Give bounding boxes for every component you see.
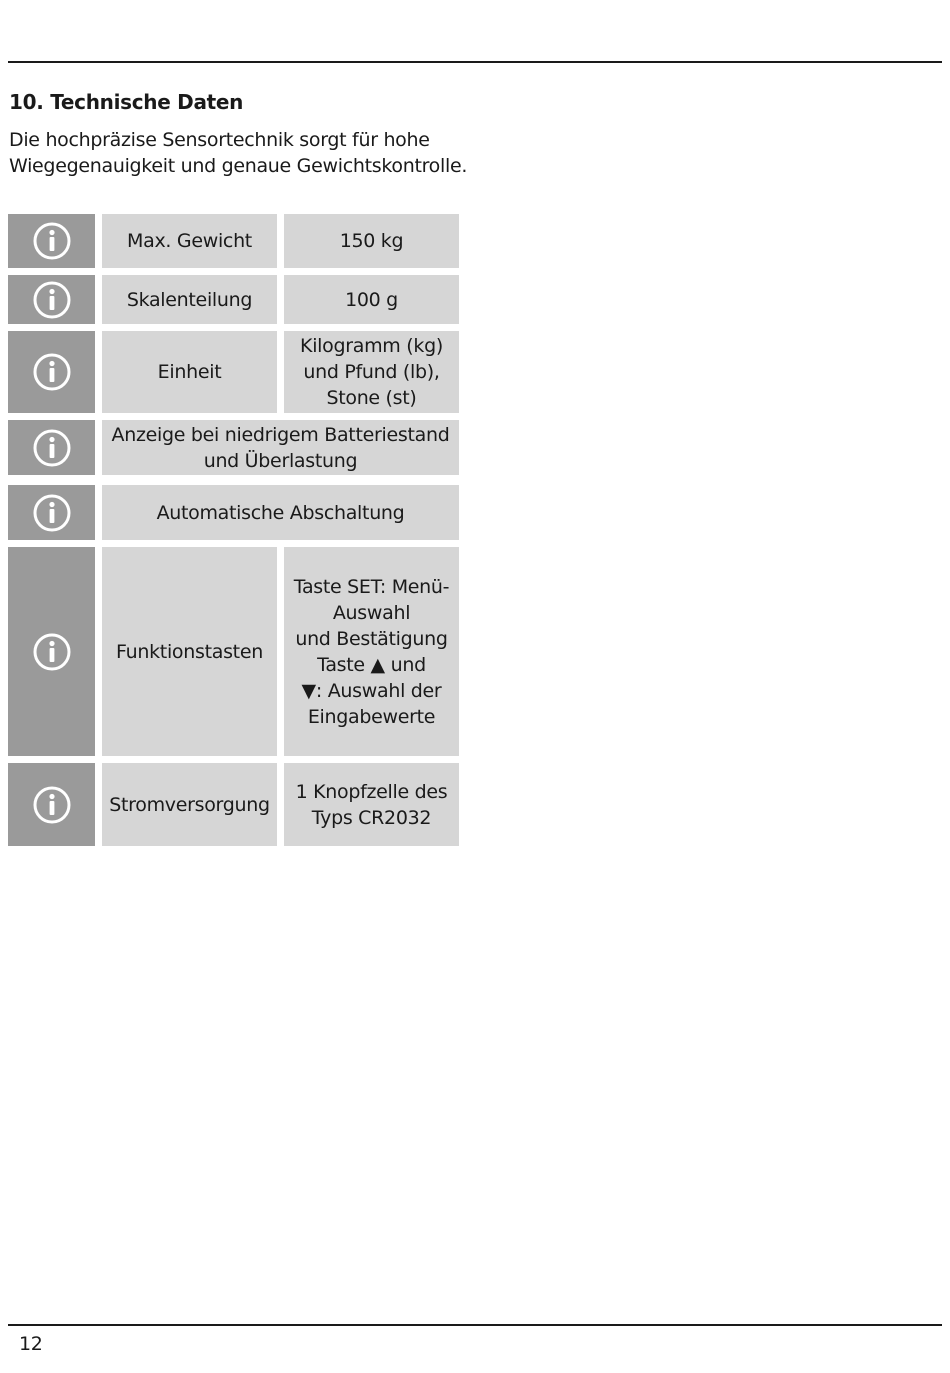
info-icon: [32, 632, 72, 672]
icon-cell: [8, 214, 95, 268]
info-icon: [32, 221, 72, 261]
icon-cell: [8, 275, 95, 324]
spec-span-line: und Überlastung: [203, 449, 358, 472]
spec-label: Max. Gewicht: [102, 214, 277, 268]
info-icon: [32, 785, 72, 825]
spec-span-line: Anzeige bei niedrigem Batteriestand: [111, 423, 450, 446]
icon-cell: [8, 485, 95, 540]
spec-row-unit: [8, 331, 459, 413]
top-rule: [8, 61, 942, 63]
info-icon: [32, 493, 72, 533]
spec-value-line: ▼: Auswahl der: [301, 679, 442, 702]
spec-value: 100 g: [284, 275, 459, 324]
icon-cell: [8, 547, 95, 756]
intro-line: Die hochpräzise Sensortechnik sorgt für hohe: [9, 129, 430, 151]
spec-value-line: und Pfund (lb),: [303, 361, 440, 383]
spec-value-line: Auswahl: [332, 601, 411, 624]
spec-row-power-supply: [8, 763, 459, 846]
spec-row-low-battery: [8, 420, 459, 475]
spec-row-graduation: [8, 275, 459, 324]
spec-label: Stromversorgung: [102, 763, 277, 846]
bottom-rule: [8, 1324, 942, 1326]
icon-cell: [8, 420, 95, 475]
spec-row-max-weight: [8, 214, 459, 268]
spec-value-line: Taste ▲ und: [317, 653, 426, 676]
spec-value: 150 kg: [284, 214, 459, 268]
spec-label: Einheit: [102, 331, 277, 413]
spec-label: Skalenteilung: [102, 275, 277, 324]
spec-value-line: Eingabewerte: [307, 705, 436, 728]
page-number: 12: [19, 1333, 43, 1355]
icon-cell: [8, 763, 95, 846]
spec-label: Funktionstasten: [102, 547, 277, 756]
intro-line: Wiegegenauigkeit und genaue Gewichtskontrolle.: [9, 155, 468, 177]
spec-row-auto-off: [8, 485, 459, 540]
info-icon: [32, 352, 72, 392]
section-intro: [9, 127, 609, 179]
spec-value-line: Typs CR2032: [311, 806, 432, 829]
spec-row-function-keys: [8, 547, 459, 756]
spec-value-line: Kilogramm (kg): [300, 335, 443, 357]
spec-span: Automatische Abschaltung: [102, 485, 459, 540]
spec-span: [102, 420, 459, 475]
spec-value-line: Taste SET: Menü-: [293, 575, 450, 598]
info-icon: [32, 280, 72, 320]
info-icon: [32, 428, 72, 468]
section-heading: 10. Technische Daten: [9, 90, 244, 114]
spec-value-line: 1 Knopfzelle des: [295, 780, 448, 803]
spec-value: [284, 547, 459, 756]
spec-value-line: und Bestätigung: [295, 627, 448, 650]
spec-value: [284, 331, 459, 413]
spec-value: [284, 763, 459, 846]
icon-cell: [8, 331, 95, 413]
spec-value-line: Stone (st): [326, 387, 417, 409]
